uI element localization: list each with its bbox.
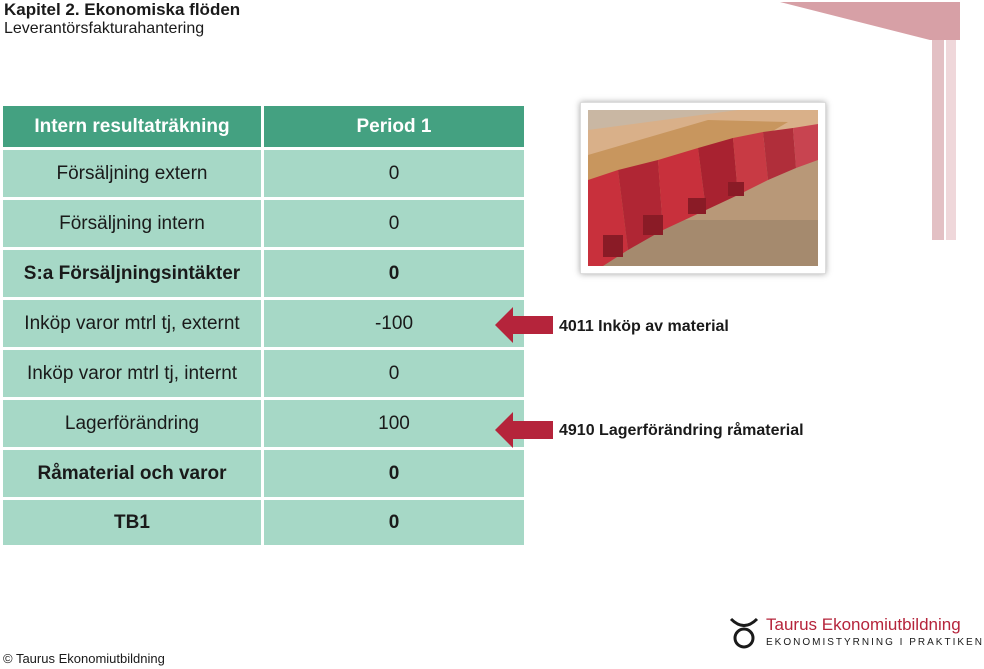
table-row xyxy=(3,500,527,548)
logo-name: Taurus Ekonomiutbildning xyxy=(766,615,961,634)
table-row xyxy=(3,250,527,300)
lumber-photo xyxy=(580,102,826,274)
arrow-left-icon xyxy=(495,307,553,343)
row-value: -100 xyxy=(264,300,527,350)
row-label: Råmaterial och varor xyxy=(3,450,264,500)
table-row xyxy=(3,200,527,250)
chapter-title: Kapitel 2. Ekonomiska flöden xyxy=(4,0,241,19)
income-statement-table xyxy=(3,106,527,548)
lumber-illustration xyxy=(588,110,818,266)
table-header-row xyxy=(3,106,527,150)
page-subtitle: Leverantörsfakturahantering xyxy=(4,19,205,37)
row-value: 0 xyxy=(264,500,527,548)
row-label: Försäljning extern xyxy=(3,150,264,200)
copyright-text: © Taurus Ekonomiutbildning xyxy=(3,651,165,666)
table-row xyxy=(3,350,527,400)
row-label: Inköp varor mtrl tj, internt xyxy=(3,350,264,400)
taurus-symbol-icon xyxy=(728,616,760,650)
logo-tagline: EKONOMISTYRNING I PRAKTIKEN xyxy=(766,637,984,648)
arrow-left-icon xyxy=(495,412,553,448)
row-label: Försäljning intern xyxy=(3,200,264,250)
row-value: 0 xyxy=(264,450,527,500)
row-label: Lagerförändring xyxy=(3,400,264,450)
page-header xyxy=(4,0,240,38)
table-row xyxy=(3,450,527,500)
table-row xyxy=(3,150,527,200)
table-row xyxy=(3,300,527,350)
row-value: 100 xyxy=(264,400,527,450)
table-header-period: Period 1 xyxy=(264,106,527,150)
row-value: 0 xyxy=(264,150,527,200)
taurus-logo xyxy=(728,612,984,652)
row-label: Inköp varor mtrl tj, externt xyxy=(3,300,264,350)
account-note: 4910 Lagerförändring råmaterial xyxy=(559,422,804,439)
row-value: 0 xyxy=(264,250,527,300)
row-label: S:a Försäljningsintäkter xyxy=(3,250,264,300)
account-note: 4011 Inköp av material xyxy=(559,318,729,335)
row-value: 0 xyxy=(264,350,527,400)
row-value: 0 xyxy=(264,200,527,250)
row-label: TB1 xyxy=(3,500,264,548)
table-header-label: Intern resultaträkning xyxy=(3,106,264,150)
table-row xyxy=(3,400,527,450)
